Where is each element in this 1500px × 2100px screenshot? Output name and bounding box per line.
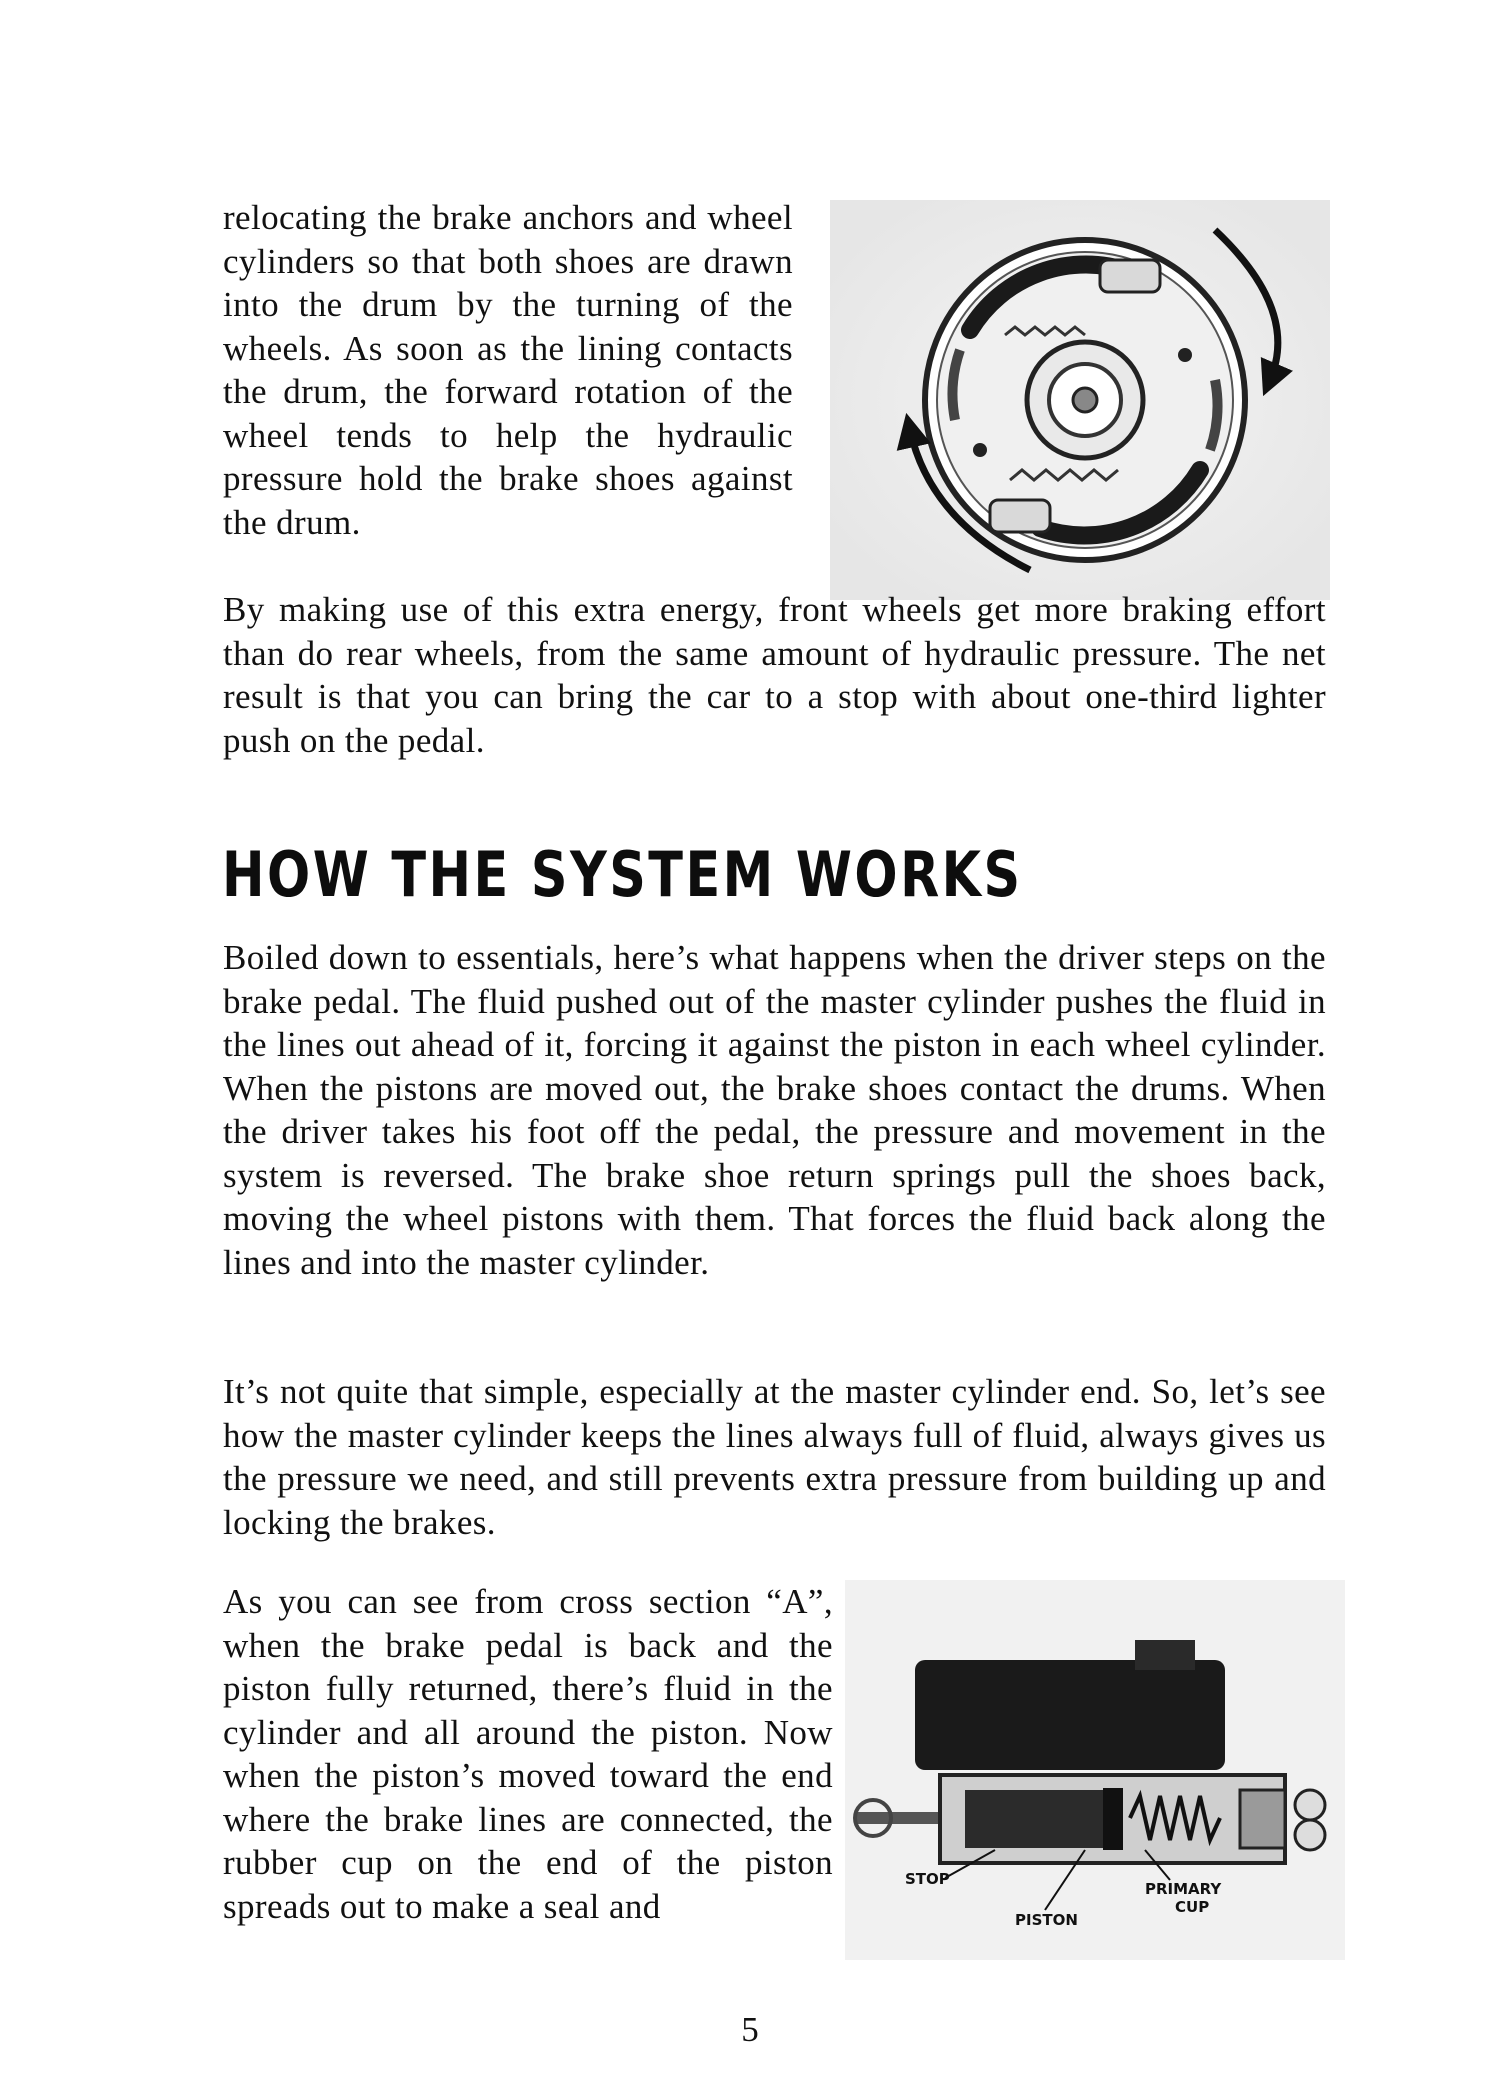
intro-paragraph: relocating the brake anchors and wheel cylinders so that both shoes are drawn into the drum by the turning of the wheels. As soon as the lining contacts the drum, the forward rotation of the wheel tends to help the hydraulic pressure hold the brake shoes against the drum.	[223, 198, 793, 542]
primary-cup	[1103, 1788, 1123, 1850]
label-stop: STOP	[905, 1870, 950, 1888]
paragraph-cross-section: As you can see from cross section “A”, when the brake pedal is back and the piston fully returned, there’s fluid in the cylinder and all around the piston. Now when the piston’s moved toward the end where the brake lines are connected, the rubber cup on the end of the piston spreads out to make a seal and	[223, 1582, 833, 1926]
piston	[965, 1790, 1105, 1848]
master-cylinder-svg	[845, 1580, 1345, 1960]
label-piston: PISTON	[1015, 1911, 1078, 1929]
outlet-fitting-lower	[1295, 1820, 1325, 1850]
paragraph-not-quite-simple: It’s not quite that simple, especially at the master cylinder end. So, let’s see how the master cylinder keeps the lines always full of fluid, always gives us the pressure we need, and still prevents extra pressure from building up and locking the brakes.	[223, 1372, 1326, 1542]
reservoir-body	[915, 1660, 1225, 1770]
outlet-fitting-upper	[1295, 1790, 1325, 1820]
hub-center	[1073, 388, 1097, 412]
section-heading: HOW THE SYSTEM WORKS	[222, 838, 1023, 911]
anchor-pin-left	[973, 443, 987, 457]
paragraph-boiled-down: Boiled down to essentials, here’s what happens when the driver steps on the brake pedal. The fluid pushed out of the master cylinder pushes the fluid in the lines out ahead of it, forcing it against the piston in each wheel cylinder. When the pistons are moved out, the brake shoes contact the drums. When the driver takes his foot off the pedal, the pressure and movement in the system is reversed. The brake shoe return springs pull the shoes back, moving the wheel pistons with them. That forces the fluid back along the lines and into the master cylinder.	[223, 938, 1326, 1282]
upper-wheel-cylinder	[1100, 260, 1160, 292]
label-primary: PRIMARY	[1145, 1880, 1222, 1898]
filler-cap	[1135, 1640, 1195, 1670]
anchor-pin-right	[1178, 348, 1192, 362]
label-cup: CUP	[1175, 1898, 1210, 1916]
master-cylinder-cross-section	[845, 1580, 1345, 1960]
check-valve	[1240, 1790, 1285, 1848]
intro-continued-paragraph: By making use of this extra energy, front wheels get more braking effort than do rear wheels, from the same amount of hydraulic pressure. The net result is that you can bring the car to a stop with about one-third lighter push on the pedal.	[223, 590, 1326, 760]
brake-drum-illustration	[830, 200, 1330, 600]
brake-drum-svg	[830, 200, 1330, 600]
page-number: 5	[741, 2010, 759, 2049]
lower-wheel-cylinder	[990, 500, 1050, 532]
